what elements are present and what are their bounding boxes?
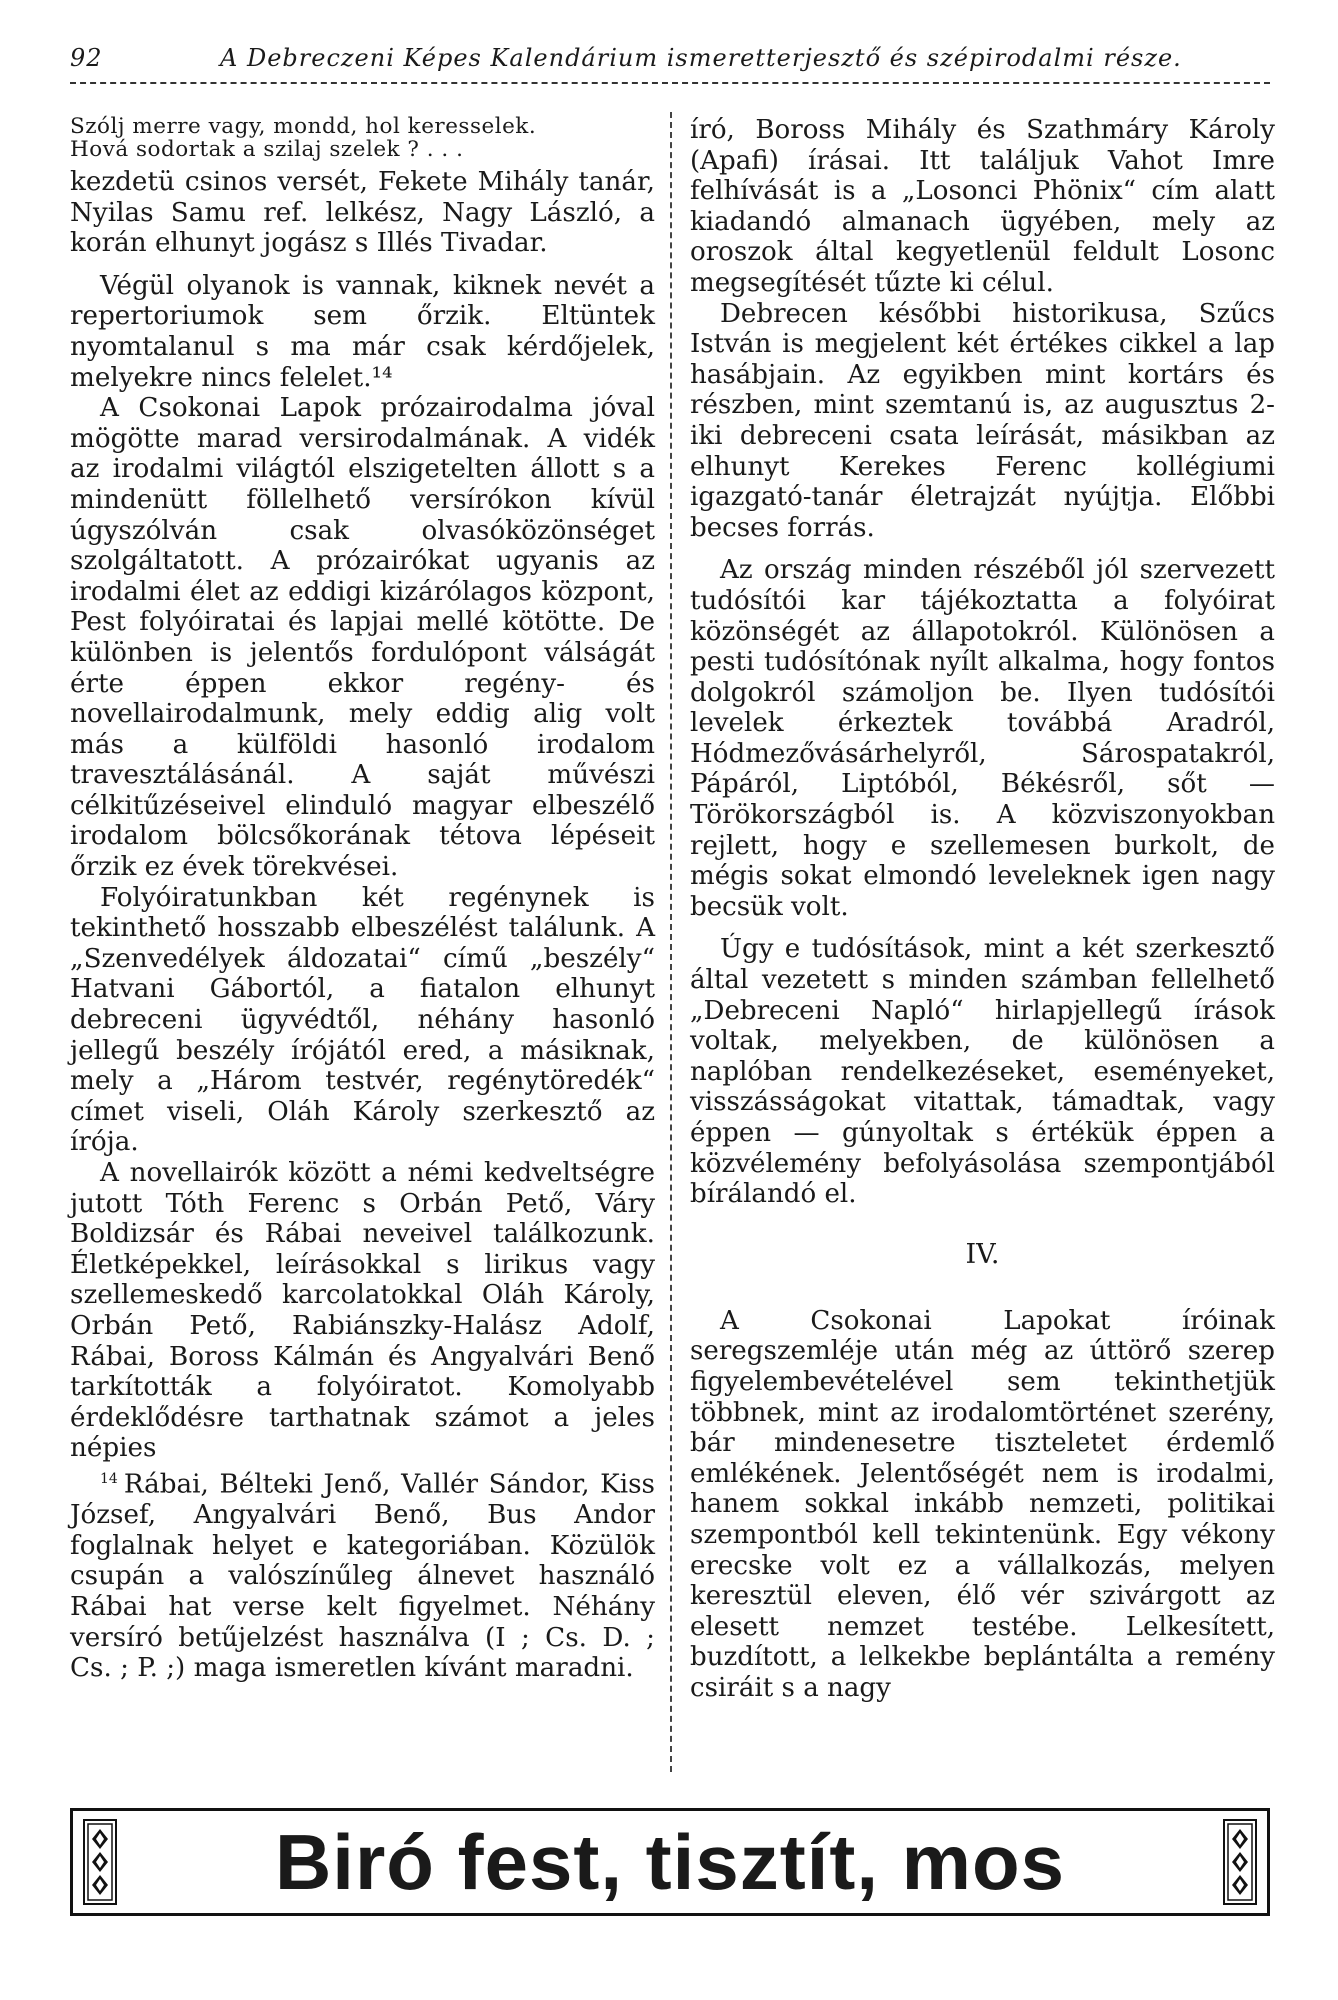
paragraph: Végül olyanok is vannak, kiknek nevét a repertoriumok sem őrzik. Eltüntek nyomtalanul s ma már csak kérdőjelek, melyekre nincs felelet.¹⁴ bbox=[70, 270, 655, 393]
poem-line: Szólj merre vagy, mondd, hol keresselek. bbox=[70, 114, 537, 139]
section-number: IV. bbox=[965, 1238, 1000, 1270]
footnote-mark: 14 bbox=[100, 1470, 118, 1487]
paragraph: Folyóiratunkban két regénynek is tekinthető hosszabb elbeszélést találunk. A „Szenvedélyek áldozatai“ című „beszély“ Hatvani Gábortól, a fiatalon elhunyt debreceni ügyvédtől, néhány hasonló jellegű beszély írójától ered, a másiknak, mely a „Három testvér, regénytöredék“ címet viseli, Oláh Károly szerkesztő az írója. bbox=[70, 882, 655, 1158]
paragraph: író, Boross Mihály és Szathmáry Károly (Apafi) írásai. Itt találjuk Vahot Imre felhívását is a „Losonci Phönix“ cím alatt kiadandó almanach ügyében, mely az oroszok által kegyetlenül feldult Losonc megsegítését tűzte ki célul. bbox=[690, 115, 1275, 298]
paragraph: A novellairók között a némi kedveltségre jutott Tóth Ferenc s Orbán Pető, Váry Boldizsár és Rábai neveivel találkozunk. Életképekkel, leírásokkal s lirikus vagy szellemeskedő karcolatokkal Oláh Károly, Orbán Pető, Rabiánszky-Halász Adolf, Rábai, Boross Kálmán és Angyalvári Benő tarkították a folyóiratot. Komolyabb érdeklődésre tarthatnak számot a jeles népies bbox=[70, 1158, 655, 1464]
paragraph: Úgy e tudósítások, mint a két szerkesztő által vezetett s minden számban fellelhető „Debreceni Napló“ hirlapjellegű írások voltak, melyekben, de különösen a naplóban rendelkezéseket, eseményeket, visszásságokat vitattak, támadtak, vagy éppen — gúnyoltak s értékük éppen a közvélemény befolyásolása szempontjából bírálandó el. bbox=[690, 934, 1275, 1210]
paragraph: Az ország minden részéből jól szervezett tudósítói kar tájékoztatta a folyóirat közönségét az állapotokról. Különösen a pesti tudósítónak nyílt alkalma, hogy fontos dolgokról számoljon be. Ilyen tudósítói levelek érkeztek továbbá Aradról, Hódmezővásárhelyről, Sárospatakról, Pápáról, Liptóból, Békésről, sőt — Törökországból is. A közviszonyokban rejlett, hogy e szellemesen burkolt, de mégis sokat elmondó leveleknek igen nagy becsük volt. bbox=[690, 555, 1275, 922]
page-number: 92 bbox=[70, 44, 103, 72]
running-header bbox=[70, 40, 1270, 80]
paragraph: A Csokonai Lapok prózairodalma jóval mögötte marad versirodalmának. A vidék az irodalmi világtól elszigetelten állott s a mindenütt föllelhető versírókon kívül úgyszólván csak olvasóközönséget szolgáltatott. A prózairókat ugyanis az irodalmi élet az eddigi kizárólagos központ, Pest folyóiratai és lapjai mellé kötötte. De különben is jelentős fordulópont válságát érte éppen ekkor regény- és novellairodalmunk, mely eddig alig volt más a külföldi hasonló irodalom travesztálásánál. A saját művészi célkitűzéseivel elinduló magyar elbeszélő irodalom bölcsőkorának tétova lépéseit őrzik ez évek törekvései. bbox=[70, 393, 655, 883]
footnote bbox=[70, 1464, 655, 1684]
header-rule bbox=[70, 82, 1270, 84]
poem-excerpt bbox=[70, 115, 655, 161]
advertisement-slogan: Biró fest, tisztít, mos bbox=[274, 1818, 1066, 1906]
left-column bbox=[70, 115, 655, 1684]
paragraph: kezdetü csinos versét, Fekete Mihály tanár, Nyilas Samu ref. lelkész, Nagy László, a korán elhunyt jogász s Illés Tivadar. bbox=[70, 167, 655, 259]
running-title: A Debreczeni Képes Kalendárium ismeretterjesztő és szépirodalmi része. bbox=[220, 44, 1182, 72]
decorative-border-icon bbox=[83, 1819, 117, 1905]
decorative-border-icon bbox=[1223, 1819, 1257, 1905]
right-column bbox=[690, 115, 1275, 1704]
footnote-text: Rábai, Bélteki Jenő, Vallér Sándor, Kiss József, Angyalvári Benő, Bus Andor foglalnak helyet e kategoriában. Közülök csupán a valószínűleg álnevet használó Rábai hat verse kelt figyelmet. Néhány versíró betűjelzést használva (I ; Cs. D. ; Cs. ; P. ;) maga ismeretlen kívánt maradni. bbox=[70, 1469, 655, 1684]
poem-line: Hová sodortak a szilaj szelek ? . . . bbox=[70, 137, 464, 162]
paragraph: A Csokonai Lapokat íróinak seregszemléje után még az úttörő szerep figyelembevételével sem tekinthetjük többnek, mint az irodalomtörténet szerény, bár mindenesetre tiszteletet érdemlő emlékének. Jelentőségét nem is irodalmi, hanem sokkal inkább nemzeti, politikai szempontból kell tekintenünk. Egy vékony erecske volt ez a vállalkozás, melyen keresztül eleven, élő vér szivárgott az elesett nemzet testébe. Lelkesített, buzdított, a lelkekbe beplántálta a remény csiráit s a nagy bbox=[690, 1305, 1275, 1703]
paragraph: Debrecen későbbi historikusa, Szűcs István is megjelent két értékes cikkel a lap hasábjain. Az egyikben mint kortárs és részben, mint szemtanú is, az augusztus 2-iki debreceni csata leírását, másikban az elhunyt Kerekes Ferenc kollégiumi igazgató-tanár életrajzát nyújtja. Előbbi becses forrás. bbox=[690, 298, 1275, 543]
advertisement-banner bbox=[70, 1808, 1270, 1916]
column-divider bbox=[670, 112, 672, 1772]
